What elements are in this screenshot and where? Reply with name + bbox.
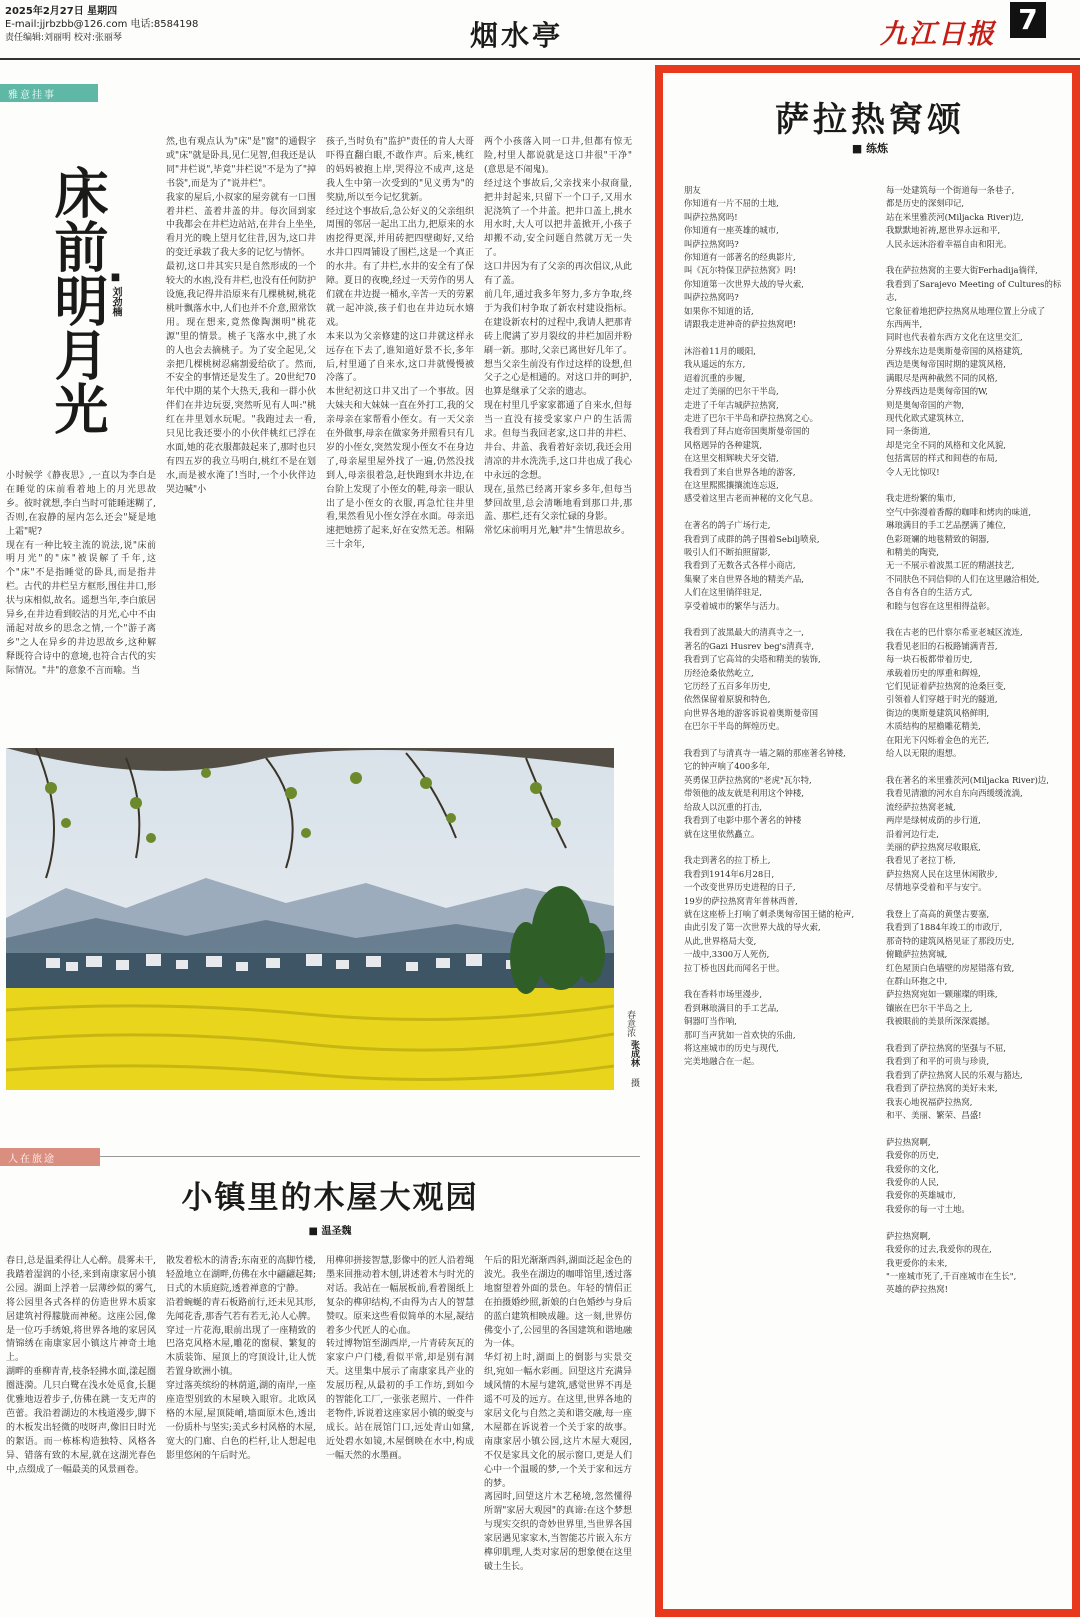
photo-caption-title: 春意浓 [625, 1010, 635, 1037]
section-title: 烟水亭 [470, 19, 564, 52]
essay-col-4: 两个小孩落入同一口井,但都有惊无险,村里人都说就是这口井很"干净"(意思是不闹鬼)。 经过这个事故后,父亲找来小叔商量,把井封起来,只留下一个口子,又用水泥浇筑了一个井盖。把井口盖上,挑水用水时,大人可以把井盖掀开,小孩子却搬不动,安全问题自然就万无一失了。 这口井因为有了父亲的再次倡议,从此有了盖。 前几年,通过我多年努力,多方争取,终于为我们村争取了新农村建设指标。在建设新农村的过程中,我请人把那青砖上爬满了岁月裂纹的井栏加固并粉刷一新。那时,父亲已离世好几年了。想当父亲生前没有作过这样的设想,但父子之心是相通的。对这口井的呵护,也算是继承了父亲的遗志。 现在村里几乎家家都通了自来水,但每当一直没有接受家家户户的生活需求。但每当我回老家,这口井的井栏、井台、井盖、我看着好亲切,我还会用清凉的井水洗洗手,这口井也成了我心中永远的念想。 现在,虽然已经离开家乡多年,但每当梦回故里,总会清晰地看到那口井,那盖、那栏,还有父亲忙碌的身影。 常忆床前明月光,触"井"生情思故乡。 [484, 137, 632, 537]
paper-logo: 九江日报 [880, 19, 996, 50]
travel-col-3: 用榫卯拼接智慧,影像中的匠人沿着绳墨来回推动着木刨,讲述着木与时光的对话。我站在一幅展板前,看着图纸上复杂的榫卯结构,不由得为古人的智慧赞叹。原来这些看似简单的木屋,凝结着多少代匠人的心血。 转过博物馆至湖西岸,一片青砖灰瓦的家家户户门楼,看似平常,却是别有洞天。这里集中展示了南康家具产业的发展历程,从最初的手工作坊,到如今的智能化工厂,一张张老照片、一件件老物件,诉说着这座家居小镇的蜕变与成长。站在展馆门口,远处青山如黛,近处碧水如镜,木屋倒映在水中,构成一幅天然的水墨画。 [326, 1256, 474, 1461]
poem-author: ■ 练炼 [851, 142, 889, 155]
travel-col-4: 午后的阳光渐渐西斜,湖面泛起金色的波光。我坐在湖边的咖啡馆里,透过落地窗望着外面的景色。年轻的情侣正在拍摄婚纱照,新娘的白色婚纱与身后的蓝白建筑相映成趣。这一刻,世界仿佛变小了,公园里的各国建筑和谐地融为一体。 华灯初上时,湖面上的倒影与实景交织,宛如一幅水彩画。回望这片充满异域风情的木屋与建筑,感觉世界不再是遥不可及的远方。在这里,世界各地的家居文化与自然之美和谐交融,每一座木屋都在诉说着一个关于家的故事。南康家居小镇公园,这片木屋大观园,不仅是家具文化的展示窗口,更是人们心中一个温暖的梦,一个关于家和远方的梦。 离园时,回望这片木艺秘境,忽然懂得所谓"家居大观园"的真谛:在这个梦想与现实交织的奇妙世界里,当世界各国家居遇见家家木,当智能芯片嵌入东方榫卯肌理,人类对家居的想象便在这里破土生长。 [484, 1256, 632, 1572]
photo-caption [624, 1010, 635, 1037]
spring-landscape-illustration [6, 748, 614, 1090]
essay-col-1: 小时候学《静夜思》,一直以为李白是在睡觉的床前看着地上的月光思故乡。彼时就想,李白当时可能睡迷糊了,否则,在寂静的屋内怎么还会"疑是地上霜"呢? 现在有一种比较主流的说法,说"床前明月光"的"床"被误解了千年,这个"床"不是指睡觉的卧具,而是指井栏。古代的井栏呈方框形,围住井口,形状与床相似,故名。遥想当年,李白旅居异乡,在井边看到皎洁的月光,心中不由涌起对故乡的思念之情,一个"游子离乡"之人在异乡的井边思故乡,这种解释既符合诗中的意境,也符合古代的实际情况。"井"的意象不言而喻。当 [6, 471, 156, 676]
header-email: E-mail:jjrbzbb@126.com 电话:8584198 [5, 19, 199, 30]
poem-col-2: 每一处建筑每一个街道每一条巷子, 都是历史的深刻印记, 站在米里雅茨河(Miljacka River)边, 我默默地祈祷,愿世界永远和平, 人民永远沐浴着幸福自由和阳光。 我在萨拉热窝的主要大街Ferhadija徜徉, 我看到了Sarajevo Meeting of Cultures的标志, 它象征着地把萨拉热窝从地理位置上分成了 东西两半, 同时也代表着东西方文化在这里交汇, 分界线东边是奥斯曼帝国的风格建筑, 西边是奥匈帝国时期的建筑风格, 满眼尽是两种截然不同的风格, 分界线西边是奥匈帝国的W, 则是奥匈帝国的产物, 现代化欧式建筑林立, 同一条街道, 却是完全不同的风格和文化风貌, 包括寓居的样式和闾巷的布局, 令人无比惊叹! 我走进纷繁的集市, 空气中弥漫着香醇的咖啡和烤肉的味道, 琳琅满目的手工艺品摆满了摊位, 色彩斑斓的地毯精致的铜器, 和精美的陶瓷, 无一不展示着波黑工匠的精湛技艺, 不同肤色不同信仰的人们在这里融洽相处, 各自有各自的生活方式, 和睦与包容在这里相得益彰。 我在古老的巴什察尔希亚老城区流连, 我看见老旧的石板路铺满青苔, 每一块石板都带着历史, 承载着历史的厚重和辉煌, 它们见证着萨拉热窝的沧桑巨变, 引领着人们穿越于时光的隧道, 街边的奥斯曼建筑风格鲜明, 木质结构的屋檐雕花精美, 在阳光下闪烁着金色的光芒, 给人以无限的遐想。 我在著名的米里雅茨河(Miljacka River)边, 我看见清澈的河水自东向西缓缓流淌, 流经萨拉热窝老城, 两岸是绿树成荫的步行道, 沿着河边行走, 美丽的萨拉热窝尽收眼底, 我看见了老拉丁桥, 萨拉热窝人民在这里休闲散步, 尽情地享受着和平与安宁。 我登上了高高的黄堡古要塞, 我看到了1884年竣工的市政厅, 那奇特的建筑风格见证了那段历史, 俯瞰萨拉热窝城, 红色屋顶白色墙壁的房屋错落有致, 在群山环抱之中, 萨拉热窝宛如一颗璀璨的明珠, 镶嵌在巴尔干半岛之上, 我被眼前的美景所深深震撼。 我看到了萨拉热窝的坚强与不屈, 我看到了和平的可贵与珍贵, 我看到了萨拉热窝人民的乐观与豁达, 我看到了萨拉热窝的美好未来, 我衷心地祝福萨拉热窝, 和平、美丽、繁荣、昌盛! 萨拉热窝啊, 我爱你的历史, 我爱你的文化, 我爱你的人民, 我爱你的英雄城市, 我爱你的每一寸土地。 萨拉热窝啊, 我爱你的过去,我爱你的现在, 我更爱你的未来, "一座城市死了,千百座城市在生长", 英雄的萨拉热窝! [886, 185, 1062, 1295]
travel-title: 小镇里的木屋大观园 [181, 1180, 479, 1216]
travel-col-1: 春日,总是温柔得让人心醉。晨雾未干,我踏着湿润的小径,来到南康家居小镇公园。湖面上浮着一层薄纱似的雾气,将公园里各式各样的仿造世界木质家居建筑衬得朦胧而神秘。这座公园,像是一位巧手绣娘,将世界各地的家居风情锦绣在南康家居小镇这片神奇土地上。 湖畔的垂柳青青,枝条轻拂水面,漾起圈圈涟漪。几只白鹭在浅水处觅食,长腿优雅地迈着步子,仿佛在跳一支无声的芭蕾。我沿着湖边的木栈道漫步,脚下的木板发出轻微的吱呀声,像旧日时光的絮语。而一栋栋构造独特、风格各异、错落有致的木屋,就在这湖光春色中,点缀成了一幅最美的风景画卷。 [6, 1256, 156, 1475]
travel-author: ■ 温圣魏 [308, 1226, 352, 1237]
header-rule [0, 58, 1080, 60]
essay-col-3: 孩子,当时负有"监护"责任的肯人大哥吓得直翻白眼,不敢作声。后来,桃红的妈妈被抱上岸,哭得泣不成声,这是我人生中第一次受到的"见义勇为"的奖励,所以至今记忆犹新。 经过这个事故后,急公好义的父亲组织周围的邻居一起出工出力,把原来的水凼挖得更深,并用砖把四壁砌好,又给水井口四周铺设了围栏,这是一个真正的水井。有了井栏,水井的安全有了保障。夏日的夜晚,经过一天劳作的男人们就在井边提一桶水,辛苦一天的劳累就一起冲淡,孩子们也在井边玩水嬉戏。 本来以为父亲修建的这口井就这样永远存在下去了,谁知道好景不长,多年后,村里通了自来水,这口井就慢慢被冷落了。 本世纪初这口井又出了一个事故。因大妹夫和大妹妹一直在外打工,我的父亲母亲在家帮看小侄女。有一天父亲在外做事,母亲在做家务并照看只有几岁的小侄女,突然发现小侄女不在身边了,母亲屋里屋外找了一遍,仍然没找到人,母亲很着急,赶快跑到水井边,在台阶上发现了小侄女的鞋,母亲一眼认出了是小侄女的衣服,再急忙往井里看,果然看见小侄女浮在水面。母亲迅速把她捞了起来,好在安然无恙。相隔三十余年, [326, 137, 474, 551]
essay-author: ■ 刘劲楠 [110, 272, 121, 317]
spring-landscape-photo [6, 748, 614, 1090]
photo-caption-author: 张成林 [629, 1040, 639, 1067]
essay-section-tag: 雅意挂事 [0, 84, 98, 102]
travel-section-tag: 人在旅途 [0, 1148, 100, 1166]
header-editors: 责任编辑:刘丽明 校对:张丽琴 [5, 33, 122, 43]
travel-col-2: 散发着松木的清香;东南亚的高脚竹楼,轻盈地立在湖畔,仿佛在水中翩翩起舞;日式的木质庭院,透着禅意的宁静。 沿着蜿蜒的青石板路前行,还未见其形,先闻花香,那香气若有若无,沁人心脾。穿过一片花海,眼前出现了一座精致的巴洛克风格木屋,雕花的窗棂、繁复的木质装饰、屋顶上的穹顶设计,让人恍若置身欧洲小镇。 穿过落英缤纷的林荫道,湖的南岸,一座座造型别致的木屋映入眼帘。北欧风格的木屋,屋顶陡峭,墙面原木色,透出一份质朴与坚实;美式乡村风格的木屋,宽大的门廊、白色的栏杆,让人想起电影里悠闲的午后时光。 [166, 1256, 316, 1461]
essay-col-2: 然,也有观点认为"床"是"窗"的通假字或"床"就是卧具,见仁见智,但我还是认同"井栏说",毕竟"井栏说"不是为了"掉书袋",而是为了"说井栏"。 我家的屋后,小叔家的屋旁就有一口围着井栏、盖着井盖的井。每次回到家中我都会在井栏边站站,在井台上坐坐,看月光的晚上望月忆往昔,因为,这口井的变迁承载了我大多的记忆与情怀。 最初,这口井其实只是自然形成的一个较大的水凼,没有井栏,也没有任何防护设施,我记得井沿原来有几棵桃树,桃花桃叶飘落水中,人们也并不介意,照常饮用。现在想来,竟然像陶渊明"桃花源"里的情景。桃子飞落水中,挑了水的人也会去摘桃子。为了安全起见,父亲把几棵桃树忍痛割爱给砍了。然而,不安全的事情还是发生了。20世纪70年代中期的某个大热天,我和一群小伙伴们在井边玩耍,突然听见有人叫:"桃红在井里划水玩呢。"我跑过去一看,只见比我还要小的小伙伴桃红已浮在水面,她的花衣服都鼓起来了,那时也只有四五岁的我立马明白,桃红不是在划水,而是被水淹了!当时,一个小伙伴边哭边喊"小 [166, 137, 316, 495]
page-number: 7 [1010, 2, 1046, 38]
poem-col-1: 朋友 你知道有一片不屈的土地, 叫萨拉热窝吗! 你知道有一座英雄的城市, 叫萨拉热窝吗? 你知道有一部著名的经典影片, 叫《瓦尔特保卫萨拉热窝》吗! 你知道第一次世界大战的导火索, 叫萨拉热窝吗? 如果你不知道的话, 请跟我走进神奇的萨拉热窝吧! 沐浴着11月的暖阳, 我从遥远的东方, 迢着沉重的步履, 走过了美丽的巴尔干半岛, 走进了千年古城萨拉热窝, 走进了巴尔干半岛和萨拉热窝之心。 我看到了拜占庭帝国奥斯曼帝国的 风格迥异的各种建筑, 在这里交相辉映犬牙交错, 我看到了来自世界各地的游客, 在这里熙熙攘攘流连忘返, 感受着这里古老而神秘的文化气息。 在著名的鸽子广场行走, 我看到了成群的鸽子围着Sebilj喷泉, 吸引人们不断拍照留影, 我看到了无数各式各样小商店, 集聚了来自世界各地的精美产品, 人们在这里徜徉驻足, 享受着城市的繁华与活力。 我看到了波黑最大的清真寺之一, 著名的Gazi Husrev beg's清真寺, 我看到了它高耸的尖塔和精美的装饰, 历经沧桑依然屹立, 它历经了五百多年历史, 依然保留着原貌和特色, 向世界各地的游客诉说着奥斯曼帝国 在巴尔干半岛的辉煌历史。 我看到了与清真寺一墙之隔的那座著名钟楼, 它的钟声响了400多年, 英勇保卫萨拉热窝的"老虎"瓦尔特, 带领他的战友就是利用这个钟楼, 给敌人以沉重的打击, 我看到了电影中那个著名的钟楼 就在这里依然矗立。 我走到著名的拉丁桥上, 我看到1914年6月28日, 一个改变世界历史进程的日子, 19岁的萨拉热窝青年普林西普, 就在这座桥上打响了刺杀奥匈帝国王储的枪声, 由此引发了第一次世界大战的导火索, 从此,世界格局大变, 一战中,3300万人死伤, 拉丁桥也因此而闻名于世。 我在香料市场里漫步, 看到琳琅满目的手工艺品, 铜器叮当作响, 那叮当声犹如一首欢快的乐曲, 将这座城市的历史与现代, 完美地融合在一起。 [684, 185, 855, 1067]
header-date: 2025年2月27日 星期四 [5, 6, 118, 17]
photo-caption-role: 摄 [629, 1078, 639, 1087]
poem-title: 萨拉热窝颂 [775, 100, 965, 140]
essay-title: 床前明月光 [46, 165, 110, 435]
bottom-rule [100, 1156, 640, 1157]
